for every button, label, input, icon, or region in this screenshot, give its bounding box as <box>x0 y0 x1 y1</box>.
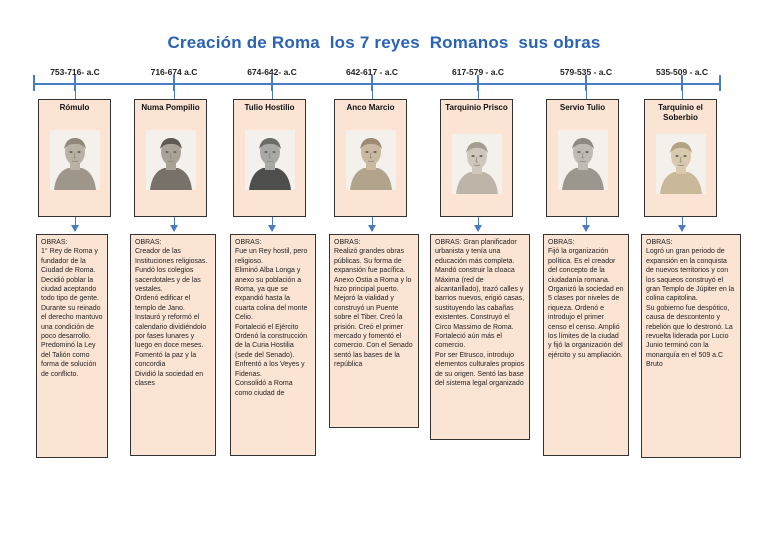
king-works-box: OBRAS: Logró un gran periodo de expansión en la conquista de nuevos territorios y con los saqueos construyó el gran Templo de Júpiter en la colina capitolina. Su gobierno fue despótico, causa de descontento y rebelión que lo destronó. La revuelta liderada por Lucio Junio terminó con la monarquía en el 509 a.C Bruto <box>641 234 741 458</box>
timeline-connector <box>682 85 683 99</box>
king-name: Servio Tulio <box>559 103 606 112</box>
king-name: Anco Marcio <box>346 103 395 112</box>
page-title: Creación de Roma los 7 reyes Romanos sus obras <box>167 33 601 52</box>
king-works-box: OBRAS: 1° Rey de Roma y fundador de la Ciudad de Roma. Decidió poblar la ciudad aceptando todo tipo de gente. Durante su reinado el derecho mantuvo una condición de poco desarrollo. Predominó la Ley del Talión como forma de solución de conflicto. <box>36 234 108 458</box>
king-card <box>644 99 717 217</box>
king-portrait <box>346 130 396 190</box>
king-card <box>134 99 207 217</box>
timeline-connector <box>75 85 76 99</box>
king-portrait <box>50 130 100 190</box>
timeline-connector <box>174 85 175 99</box>
timeline-connector <box>586 85 587 99</box>
king-card <box>334 99 407 217</box>
timeline-connector <box>478 85 479 99</box>
king-name: Tarquinio Prisco <box>445 103 508 112</box>
down-arrow <box>478 217 479 231</box>
king-card <box>546 99 619 217</box>
king-works-box: OBRAS: Gran planificador urbanista y tenía una educación más completa. Mandó construir la cloaca Máxima (red de alcantarillado), trazó calles y barrios nuevos, erigió casas, sustituyendo las cabañas existentes. Construyó el Circo Massimo de Roma. Fortaleció aún más el comercio. Por ser Etrusco, introdujo elementos culturales propios de su origen. Sentó las base del sistema legal organizado <box>430 234 530 440</box>
king-date: 617-579 - a.C <box>452 67 504 77</box>
down-arrow <box>372 217 373 231</box>
king-name: Numa Pompilio <box>141 103 200 112</box>
king-works-box: OBRAS: Creador de las Instituciones religiosas. Fundó los colegios sacerdotales y de las vestales. Ordenó edificar el templo de Jano. Instauró y reformó el calendario dividiéndolo por fases lunares y luego en doce meses. Fomentó la paz y la concordia Dividió la sociedad en clases <box>130 234 216 456</box>
king-portrait <box>558 130 608 190</box>
king-card <box>38 99 111 217</box>
king-date: 579-535 - a.C <box>560 67 612 77</box>
down-arrow <box>174 217 175 231</box>
king-portrait <box>656 134 706 194</box>
down-arrow <box>586 217 587 231</box>
king-works-box: OBRAS: Fijó la organización política. Es el creador del concepto de la ciudadanía romana. Organizó la sociedad en 5 clases por niveles de riqueza. Ordenó e introdujo el primer censo el censo. Amplió los límites de la ciudad y fijó la organización del ejército y su ampliación. <box>543 234 629 456</box>
timeline-end-right <box>719 75 721 91</box>
king-portrait <box>245 130 295 190</box>
king-date: 674-642- a.C <box>247 67 297 77</box>
timeline-line <box>34 83 720 85</box>
timeline-connector <box>372 85 373 99</box>
king-portrait <box>146 130 196 190</box>
king-date: 716-674 a.C <box>150 67 198 77</box>
down-arrow <box>272 217 273 231</box>
king-name: Tarquinio el Soberbio <box>658 103 703 122</box>
king-date: 642-617 - a.C <box>346 67 398 77</box>
king-card <box>233 99 306 217</box>
king-works-box: OBRAS: Realizó grandes obras públicas. Su forma de expansión fue pacífica. Anexo Ostia a Roma y lo hizo principal puerto. Mejoró la vialidad y construyó un Puente sobre el Tiber. Creó la prisión. Creó el primer mercado y fomentó el comercio. Con el Senado sentó las bases de la república <box>329 234 419 428</box>
king-works-box: OBRAS: Fue un Rey hostil, pero religioso. Eliminó Alba Longa y anexo su población a Roma, ya que se expandió hasta la cuarta colina del monte Celio. Fortaleció el Ejército Ordenó la construcción de la Curia Hostilia (sede del Senado). Enfrentó a los Veyes y Fidenas. Consolidó a Roma como ciudad de <box>230 234 316 456</box>
king-portrait <box>452 134 502 194</box>
down-arrow <box>682 217 683 231</box>
king-date: 753-716- a.C <box>50 67 100 77</box>
king-name: Rómulo <box>59 103 90 112</box>
timeline-end-left <box>33 75 35 91</box>
timeline-connector <box>272 85 273 99</box>
king-name: Tulio Hostilio <box>244 103 295 112</box>
down-arrow <box>75 217 76 231</box>
king-date: 535-509 - a.C <box>656 67 708 77</box>
king-card <box>440 99 513 217</box>
